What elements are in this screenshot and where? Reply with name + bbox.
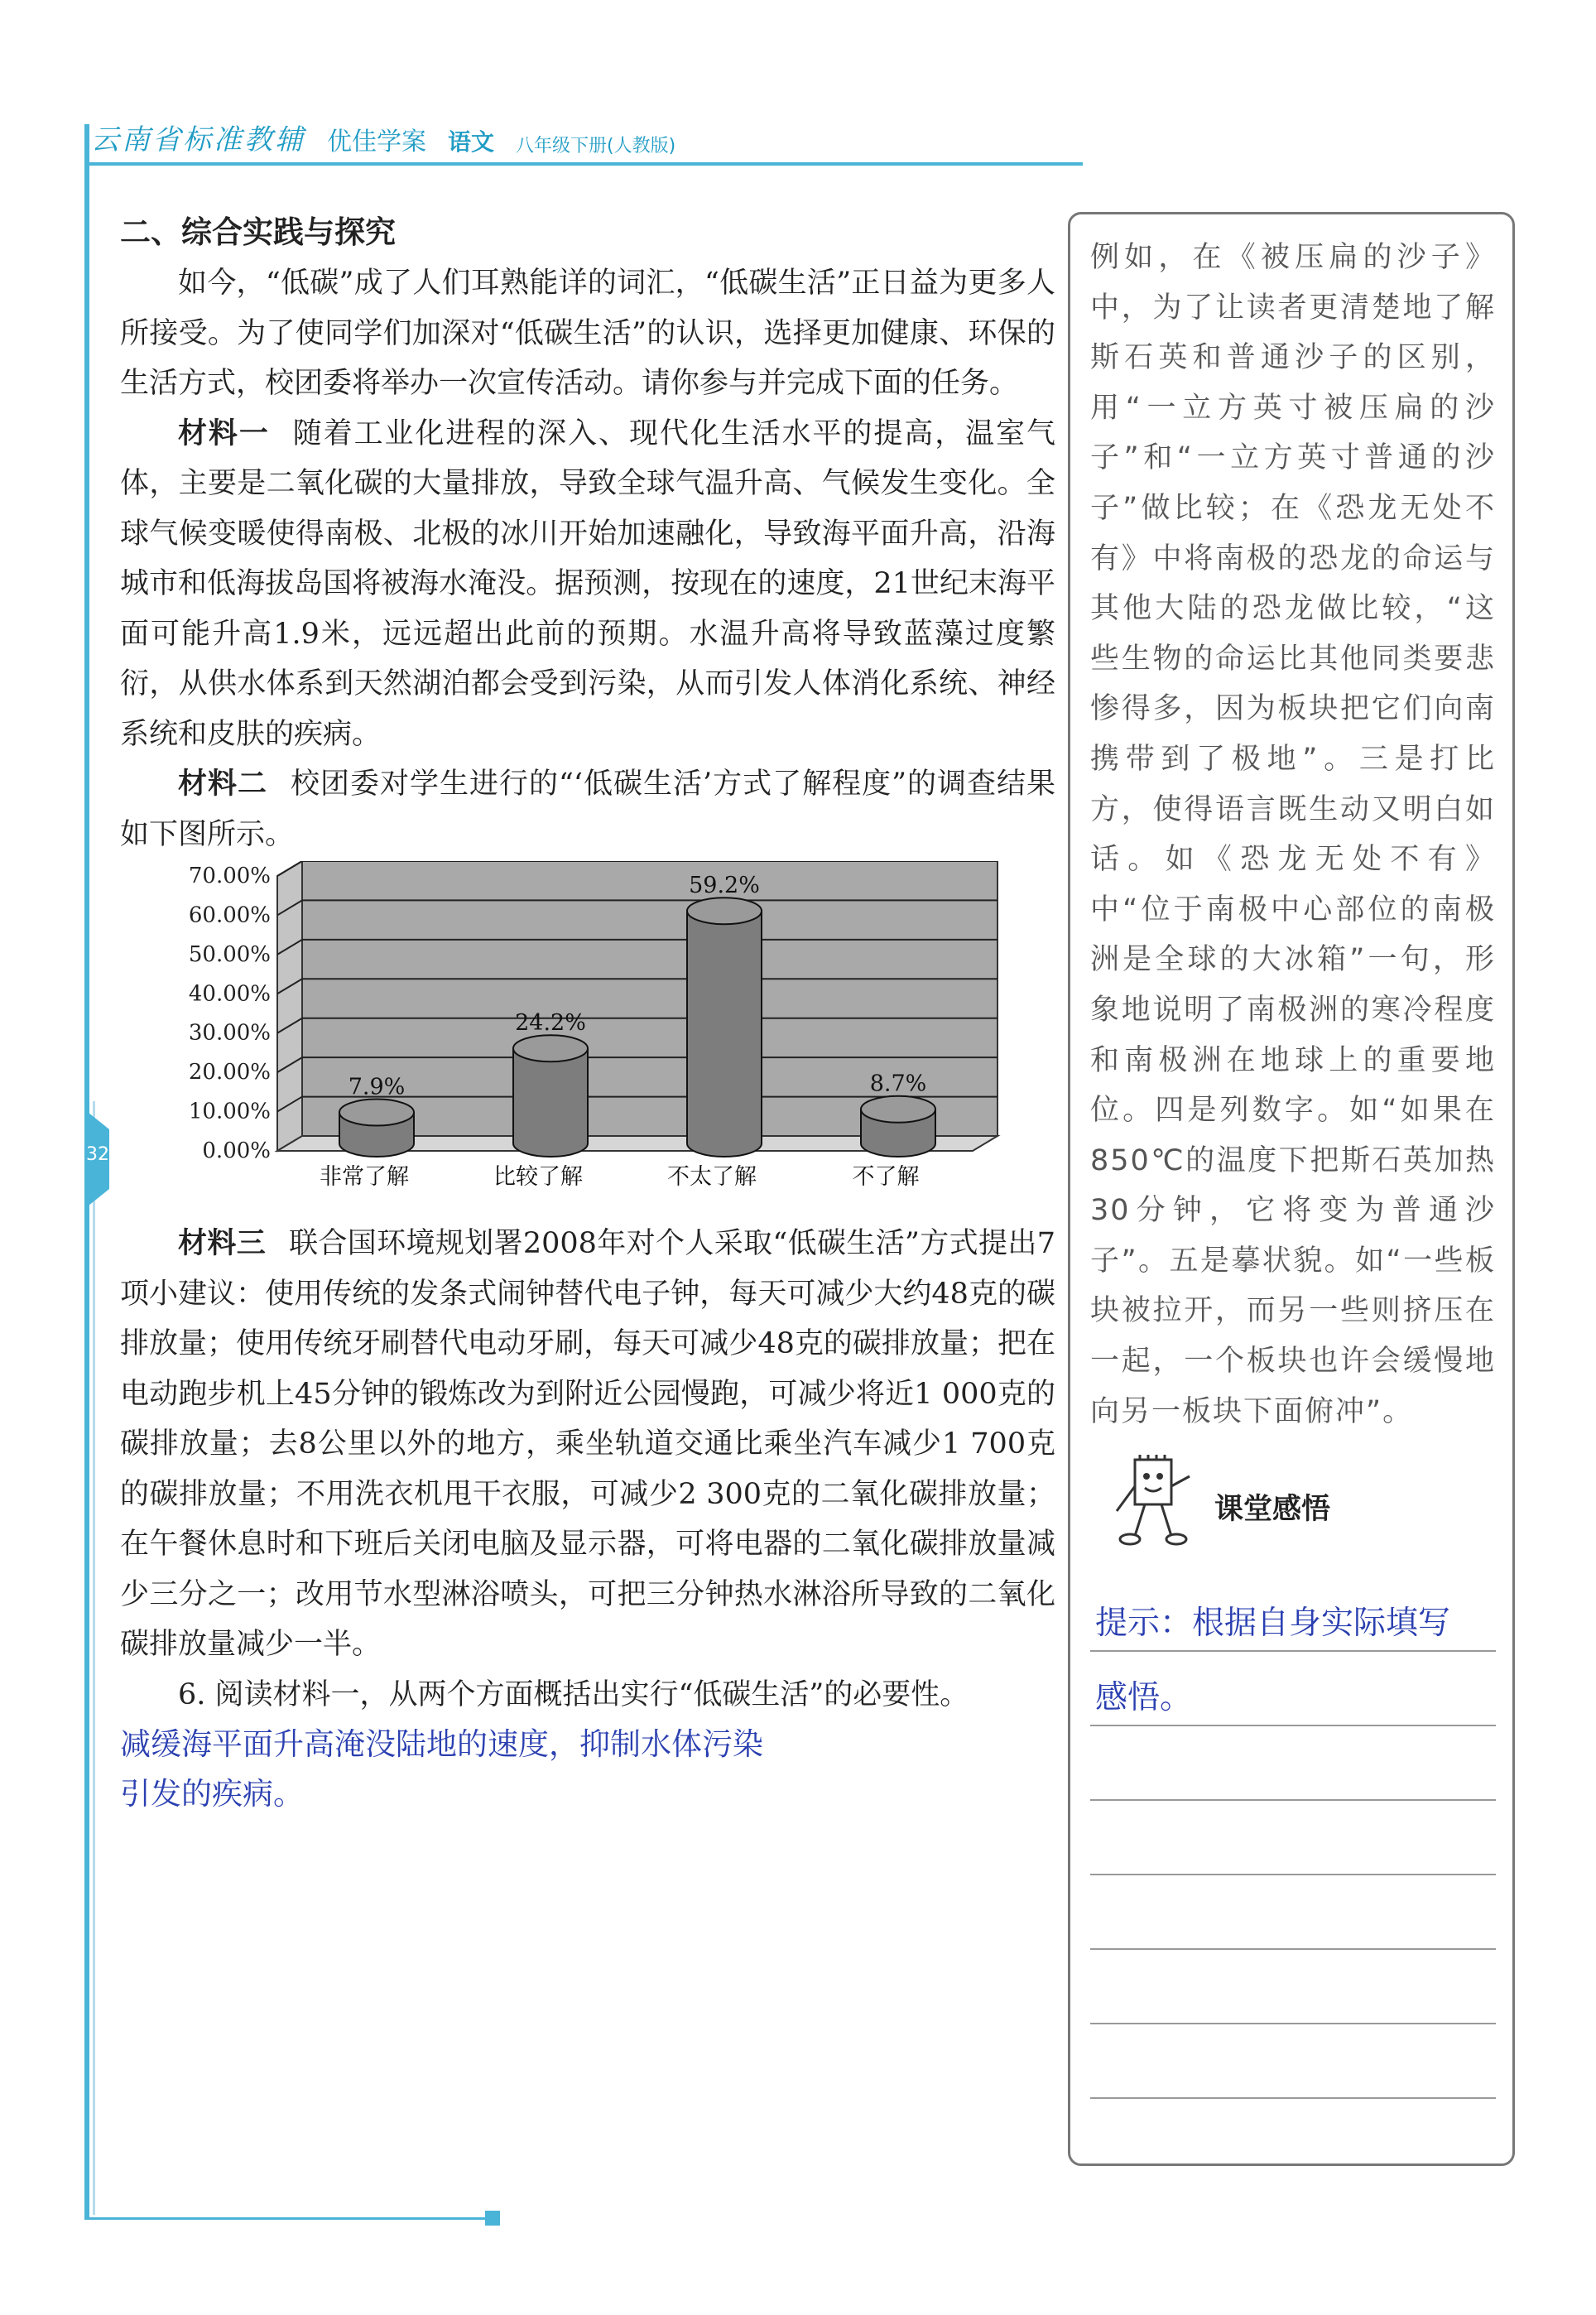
writing-line	[1090, 1950, 1496, 2024]
brand-name: 优佳学案	[327, 128, 426, 156]
y-tick-label: 60.00%	[188, 902, 271, 928]
answer-6-line1: 减缓海平面升高淹没陆地的速度，抑制水体污染	[120, 1726, 763, 1762]
material3-text: 联合国环境规划署2008年对个人采取“低碳生活”方式提出7项小建议：使用传统的发条式闹钟替代电子钟，每天可减少大约48克的碳排放量；使用传统牙刷替代电动牙刷，每天可减少48克的碳排放量；把在电动跑步机上45分钟的锻炼改为到附近公园慢跑，可减少将近1 000克的碳排放量；去8公里以外的地方，乘坐轨道交通比乘坐汽车减少1 700克的碳排放量；不用洗衣机甩干衣服，可减少2 300克的二氧化碳排放量；在午餐休息时和下班后关闭电脑及显示器，可将电器的二氧化碳排放量减少三分之一；改用节水型淋浴喷头，可把三分钟热水淋浴所导致的二氧化碳排放量减少一半。	[120, 1227, 1055, 1661]
y-tick-label: 10.00%	[188, 1099, 271, 1124]
material1-text: 随着工业化进程的深入、现代化生活水平的提高，温室气体，主要是二氧化碳的大量排放，导致全球气温升高、气候发生变化。全球气候变暖使得南极、北极的冰川开始加速融化，导致海平面升高，沿海城市和低海拔岛国将被海水淹没。据预测，按现在的速度，21世纪末海平面可能升高1.9米，远远超出此前的预期。水温升高将导致蓝藻过度繁衍，从供水体系到天然湖泊都会受到污染，从而引发人体消化系统、神经系统和皮肤的疾病。	[120, 416, 1055, 751]
writing-line	[1090, 2024, 1496, 2099]
material2-label: 材料二	[178, 768, 267, 801]
header-divider	[89, 162, 1083, 166]
material1-label: 材料一	[178, 416, 270, 450]
page-header	[91, 106, 1076, 157]
hint-line2: 感悟。	[1095, 1679, 1193, 1717]
y-tick-label: 50.00%	[188, 941, 271, 967]
footer-marker	[485, 2211, 500, 2226]
side-panel-text: 例如，在《被压扁的沙子》中，为了让读者更清楚地了解斯石英和普通沙子的区别，用“一立方英寸被压扁的沙子”和“一立方英寸普通的沙子”做比较；在《恐龙无处不有》中将南极的恐龙的命运与其他大陆的恐龙做比较，“这些生物的命运比其他同类要悲惨得多，因为板块把它们向南携带到了极地”。三是打比方，使得语言既生动又明白如话。如《恐龙无处不有》中“位于南极中心部位的南极洲是全球的大冰箱”一句，形象地说明了南极洲的寒冷程度和南极洲在地球上的重要地位。四是列数字。如“如果在850℃的温度下把斯石英加热30分钟，它将变为普通沙子”。五是摹状貌。如“一些板块被拉开，而另一些则挤压在一起，一个板块也许会缓慢地向另一板块下面俯冲”。	[1090, 241, 1496, 1428]
survey-chart	[120, 861, 1055, 1209]
material3-label: 材料三	[178, 1227, 267, 1260]
chart-side-wall	[277, 861, 302, 1151]
section-title: 二、综合实践与探究	[120, 214, 396, 250]
intro-paragraph: 如今，“低碳”成了人们耳熟能详的词汇，“低碳生活”正日益为更多人所接受。为了使同学们加深对“低碳生活”的认识，选择更加健康、环保的生活方式，校团委将举办一次宣传活动。请你参与并完成下面的任务。	[120, 267, 1055, 400]
answer-6-line2: 引发的疾病。	[120, 1776, 304, 1812]
material2-paragraph	[120, 759, 1055, 859]
bar-cylinder	[687, 911, 762, 1157]
writing-line	[1090, 1577, 1496, 1652]
bar-cylinder-top	[861, 1096, 935, 1123]
y-tick-label: 30.00%	[188, 1020, 271, 1046]
bar-cylinder-top	[339, 1100, 414, 1126]
footer-line	[84, 2217, 490, 2220]
bar-cylinder	[513, 1048, 588, 1157]
writing-line	[1090, 1801, 1496, 1875]
page-number: 32	[86, 1144, 109, 1165]
survey-chart-svg	[120, 861, 1055, 1209]
y-tick-label: 0.00%	[202, 1138, 271, 1163]
insight-heading	[1090, 1453, 1496, 1561]
left-margin-bar-light	[93, 1101, 95, 2215]
writing-lines	[1090, 1577, 1496, 2099]
writing-line	[1090, 1875, 1496, 1950]
bar-cylinder-top	[687, 898, 762, 924]
side-panel	[1068, 212, 1515, 2166]
insight-title: 课堂感悟	[1214, 1493, 1331, 1527]
y-tick-label: 70.00%	[188, 864, 271, 888]
bar-value-label: 24.2%	[515, 1010, 586, 1037]
x-category-label: 不太了解	[667, 1164, 757, 1190]
grade-label: 八年级下册(人教版)	[516, 136, 676, 156]
material3-paragraph	[120, 1219, 1055, 1670]
notebook-mascot-icon	[1110, 1453, 1201, 1552]
main-column	[120, 207, 1055, 1819]
x-category-label: 非常了解	[320, 1164, 409, 1190]
x-category-label: 不了解	[852, 1164, 920, 1190]
y-tick-label: 40.00%	[188, 981, 271, 1007]
question-6: 6. 阅读材料一，从两个方面概括出实行“低碳生活”的必要性。	[178, 1677, 969, 1711]
x-category-label: 比较了解	[493, 1164, 583, 1190]
writing-line	[1090, 1726, 1496, 1801]
y-tick-label: 20.00%	[188, 1060, 271, 1085]
material1-paragraph	[120, 409, 1055, 760]
writing-line	[1090, 1652, 1496, 1726]
bar-value-label: 7.9%	[348, 1074, 406, 1100]
hint-line1: 提示：根据自身实际填写	[1095, 1605, 1451, 1643]
bar-value-label: 59.2%	[689, 873, 760, 899]
bar-value-label: 8.7%	[869, 1071, 927, 1097]
bar-cylinder-top	[513, 1035, 588, 1061]
material2-text: 校团委对学生进行的“‘低碳生活’方式了解程度”的调查结果如下图所示。	[120, 768, 1055, 851]
subject-label: 语文	[448, 128, 495, 156]
series-title: 云南省标准教辅	[91, 123, 305, 156]
